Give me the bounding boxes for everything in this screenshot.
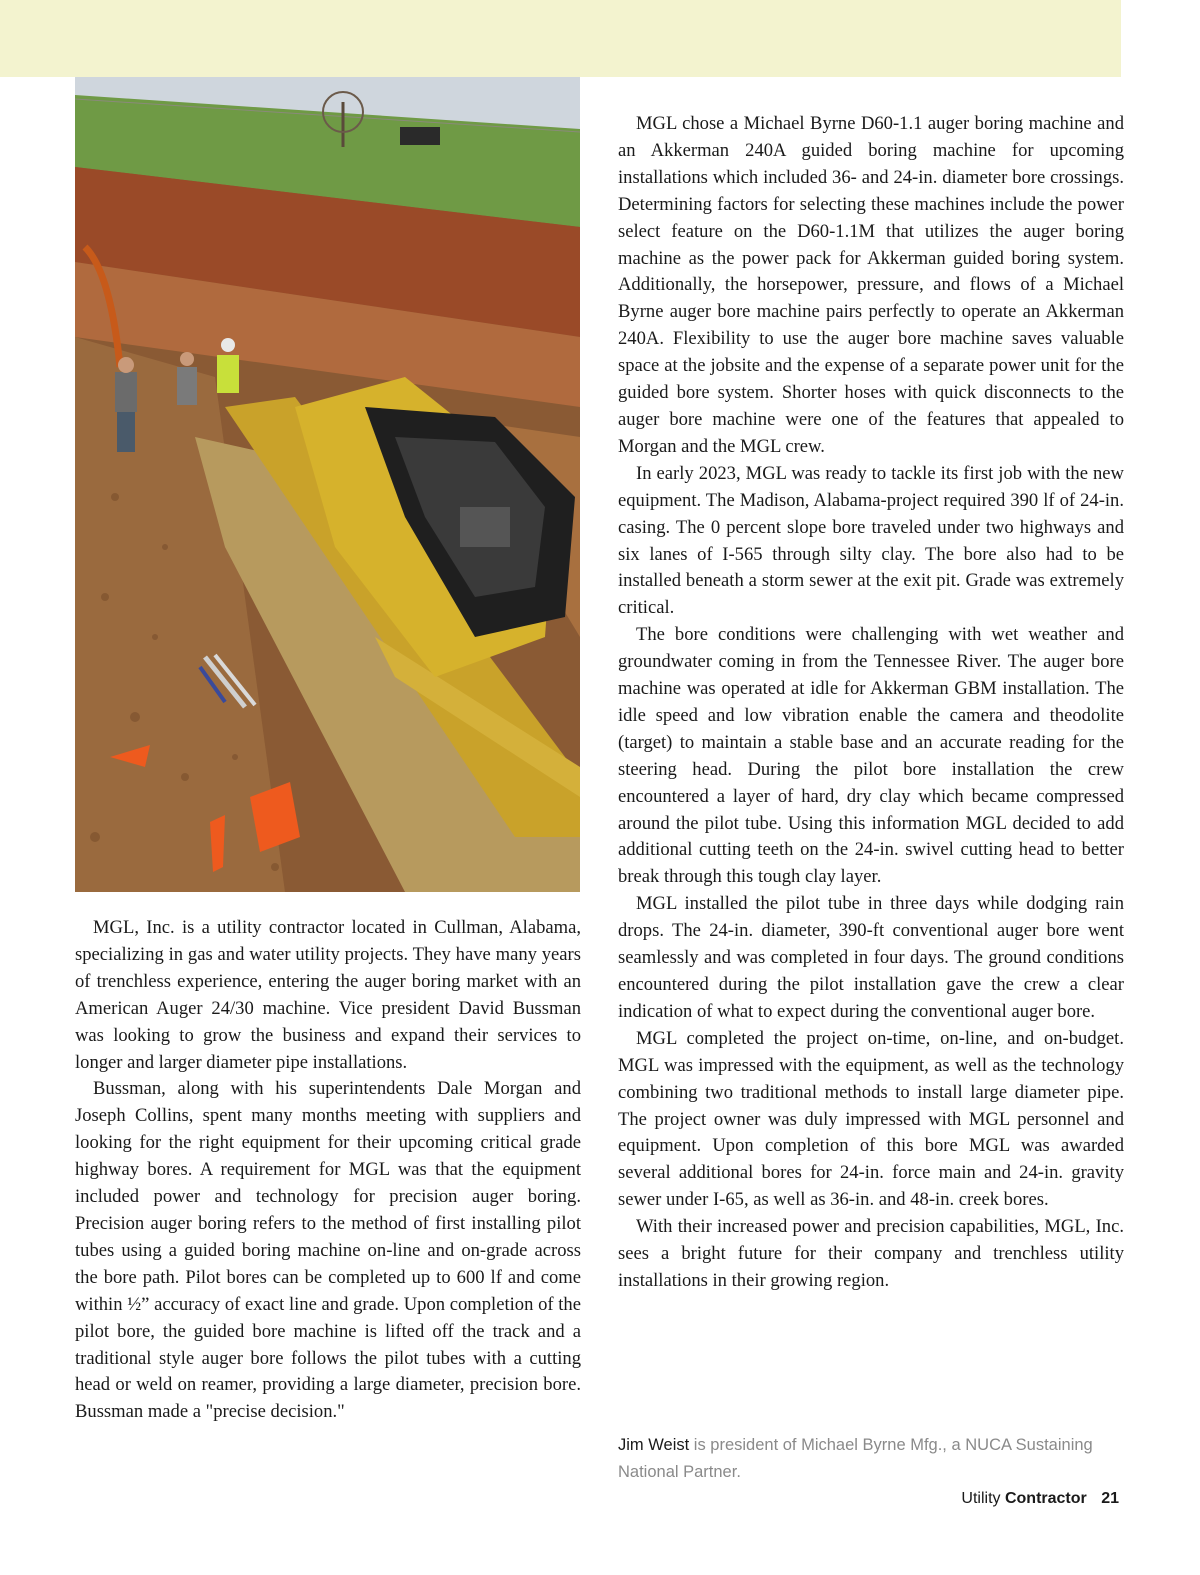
body-paragraph: MGL completed the project on-time, on-line, and on-budget. MGL was impressed with the equipment, as well as the technology combining two traditional methods to install large diameter pipe. The project owner was duly impressed with MGL personnel and equipment. Upon completion of this bore MGL was awarded several additional bores for 24-in. force main and 24-in. gravity sewer under I-65, as well as 36-in. and 48-in. creek bores. xyxy=(618,1027,1124,1211)
magazine-name-regular: Utility xyxy=(961,1490,1001,1507)
body-paragraph: The bore conditions were challenging with wet weather and groundwater coming in from the Tennessee River. The auger bore machine was operated at idle for Akkerman GBM installation. The idle speed and low vibration enable the camera and theodolite (target) to maintain a stable base and an accurate reading for the steering head. During the pilot bore installation the crew encountered a layer of hard, dry clay which became compressed around the pilot tube. Using this information MGL decided to add additional cutting teeth on the 24-in. swivel cutting head to better break through this tough clay layer. xyxy=(618,624,1124,888)
right-text-column xyxy=(618,111,1124,1295)
body-paragraph: Bussman, along with his superintendents Dale Morgan and Joseph Collins, spent many months meeting with suppliers and looking for the right equipment for their upcoming critical grade highway bores. A requirement for MGL was that the equipment included power and technology for precision auger boring. Precision auger boring refers to the method of first installing pilot tubes using a guided boring machine on-line and on-grade across the bore path. Pilot bores can be completed up to 600 lf and come within ½” accuracy of exact line and grade. Upon completion of the pilot bore, the guided bore machine is lifted off the track and a traditional style auger bore follows the pilot tubes with a cutting head or weld on reamer, providing a large diameter, precision bore. Bussman made a "precise decision." xyxy=(75,1078,581,1423)
author-bio xyxy=(618,1432,1124,1486)
photo-illustration xyxy=(75,77,580,892)
body-paragraph: MGL chose a Michael Byrne D60-1.1 auger boring machine and an Akkerman 240A guided boring machine for upcoming installations which included 36- and 24-in. diameter bore crossings. Determining factors for selecting these machines include the power select feature on the D60-1.1M that utilizes the auger boring machine as the power pack for Akkerman guided boring system. Additionally, the horsepower, pressure, and flows of a Michael Byrne auger bore machine pairs perfectly to operate an Akkerman 240A. Flexibility to use the auger bore machine saves valuable space at the jobsite and the expense of a separate power unit for the guided bore system. Shorter hoses with quick disconnects to the auger bore machine were one of the features that appealed to Morgan and the MGL crew. xyxy=(618,113,1124,457)
body-paragraph: With their increased power and precision capabilities, MGL, Inc. sees a bright future for their company and trenchless utility installations in their growing region. xyxy=(618,1216,1124,1291)
magazine-name-bold: Contractor xyxy=(1004,1490,1087,1507)
author-bio-text: is president of Michael Byrne Mfg., a NUCA Sustaining National Partner. xyxy=(618,1436,1093,1481)
feature-photo xyxy=(75,77,580,892)
body-paragraph: MGL, Inc. is a utility contractor located in Cullman, Alabama, specializing in gas and water utility projects. They have many years of trenchless experience, entering the auger boring market with an American Auger 24/30 machine. Vice president David Bussman was looking to grow the business and expand their services to longer and larger diameter pipe installations. xyxy=(75,917,581,1073)
top-color-band xyxy=(0,0,1121,77)
left-text-column xyxy=(75,915,581,1426)
page-footer xyxy=(961,1490,1119,1508)
author-name: Jim Weist xyxy=(618,1436,690,1454)
body-paragraph: MGL installed the pilot tube in three days while dodging rain drops. The 24-in. diameter, 390-ft conventional auger bore went seamlessly and was completed in four days. The ground conditions encountered during the pilot installation gave the crew a clear indication of what to expect during the conventional auger bore. xyxy=(618,893,1124,1022)
body-paragraph: In early 2023, MGL was ready to tackle its first job with the new equipment. The Madison, Alabama-project required 390 lf of 24-in. casing. The 0 percent slope bore traveled under two highways and six lanes of I-565 through silty clay. The bore also had to be installed beneath a storm sewer at the exit pit. Grade was extremely critical. xyxy=(618,462,1124,619)
page-number: 21 xyxy=(1101,1490,1119,1507)
